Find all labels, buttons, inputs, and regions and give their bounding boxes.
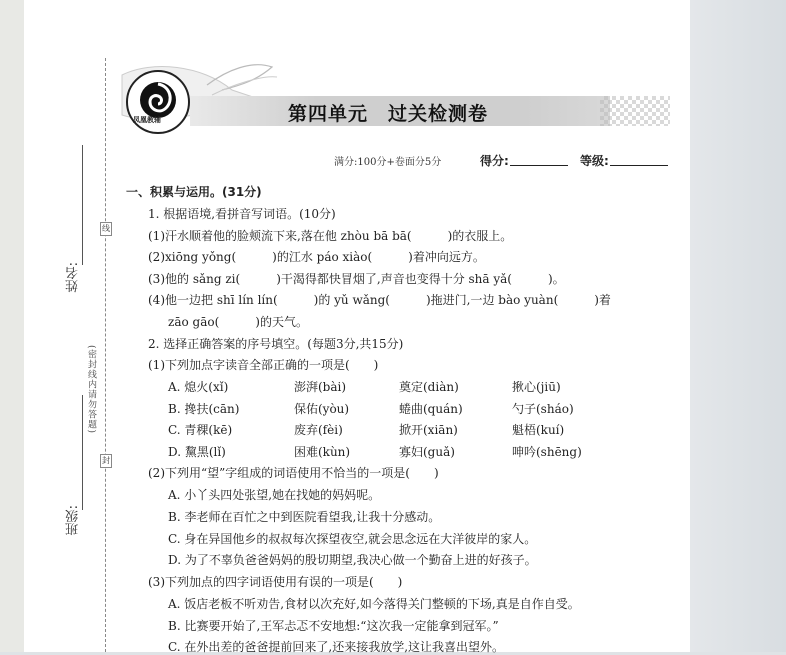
question-line: C. 青稞(kē) bbox=[168, 423, 233, 437]
question-line: B. 李老师在百忙之中到医院看望我,让我十分感动。 bbox=[168, 510, 441, 524]
option-item: 呻吟(shēng) bbox=[512, 445, 582, 459]
question-line: A. 熄火(xǐ) bbox=[168, 380, 229, 394]
question-line: B. 搀扶(cān) bbox=[168, 402, 240, 416]
binding-dashed-line bbox=[105, 58, 106, 652]
question-line: (3)他的 sǎng zi( )干渴得都快冒烟了,声音也变得十分 shā yǎ( )。 bbox=[148, 272, 565, 286]
option-item: 奠定(diàn) bbox=[399, 380, 459, 394]
option-item: 困难(kùn) bbox=[294, 445, 351, 459]
right-background-strip bbox=[690, 0, 786, 652]
option-item: 勺子(sháo) bbox=[512, 402, 574, 416]
score-label: 得分: bbox=[480, 154, 509, 168]
question-line: (1)下列加点字读音全部正确的一项是( ) bbox=[148, 358, 379, 372]
question-line: A. 饭店老板不听劝告,食材以次充好,如今落得关门整顿的下场,真是自作自受。 bbox=[168, 597, 580, 611]
option-item: 揪心(jiū) bbox=[512, 380, 561, 394]
option-item: 保佑(yòu) bbox=[294, 402, 350, 416]
question-line: zāo gāo( )的天气。 bbox=[168, 315, 308, 329]
question-line: D. 为了不辜负爸爸妈妈的殷切期望,我决心做一个勤奋上进的好孩子。 bbox=[168, 553, 537, 567]
seal-mark-top: 线 bbox=[100, 222, 112, 236]
page-title: 第四单元 过关检测卷 bbox=[288, 103, 489, 125]
score-note: 满分:100分+卷面分5分 bbox=[334, 157, 442, 168]
seal-mark-middle: 封 bbox=[100, 454, 112, 468]
title-band-checker bbox=[600, 96, 670, 126]
class-label: 班级: bbox=[66, 505, 81, 536]
question-line: C. 身在异国他乡的叔叔每次探望夜空,就会思念远在大洋彼岸的家人。 bbox=[168, 532, 537, 546]
option-item: 蜷曲(quán) bbox=[399, 402, 463, 416]
question-line: D. 黧黑(lǐ) bbox=[168, 445, 226, 459]
question-line: (1)汗水顺着他的脸颊流下来,落在他 zhòu bā bā( )的衣服上。 bbox=[148, 229, 513, 243]
question-line: A. 小丫头四处张望,她在找她的妈妈呢。 bbox=[168, 488, 381, 502]
question-line: 一、积累与运用。(31分) bbox=[126, 185, 262, 199]
option-item: 澎湃(bài) bbox=[294, 380, 347, 394]
question-line: C. 在外出差的爸爸提前回来了,还来接我放学,这让我喜出望外。 bbox=[168, 640, 505, 654]
left-background-strip bbox=[0, 0, 24, 652]
grade-blank[interactable] bbox=[610, 165, 668, 166]
question-line: (4)他一边把 shī lín lín( )的 yǔ wǎng( )拖进门,一边 bào yuàn( )着 bbox=[148, 293, 611, 307]
logo-text: 凤凰教辅 bbox=[133, 115, 161, 124]
question-line: (3)下列加点的四字词语使用有误的一项是( ) bbox=[148, 575, 403, 589]
question-line: 1. 根据语境,看拼音写词语。(10分) bbox=[148, 207, 336, 221]
seal-instruction: (密封线内请勿答题) bbox=[86, 345, 96, 435]
grade-label: 等级: bbox=[580, 154, 609, 168]
option-item: 魁梧(kuí) bbox=[512, 423, 565, 437]
name-underline bbox=[82, 145, 83, 265]
question-line: 2. 选择正确答案的序号填空。(每题3分,共15分) bbox=[148, 337, 404, 351]
option-item: 废弃(fèi) bbox=[294, 423, 343, 437]
question-line: B. 比赛要开始了,王军忐忑不安地想:“这次我一定能拿到冠军。” bbox=[168, 619, 499, 633]
question-line: (2)xiōng yǒng( )的江水 páo xiào( )着冲向远方。 bbox=[148, 250, 485, 264]
name-label: 姓名: bbox=[66, 262, 81, 293]
class-underline bbox=[82, 395, 83, 510]
score-blank[interactable] bbox=[510, 165, 568, 166]
question-line: (2)下列用“望”字组成的词语使用不恰当的一项是( ) bbox=[148, 466, 439, 480]
option-item: 掀开(xiān) bbox=[399, 423, 458, 437]
option-item: 寡妇(guǎ) bbox=[399, 445, 455, 459]
